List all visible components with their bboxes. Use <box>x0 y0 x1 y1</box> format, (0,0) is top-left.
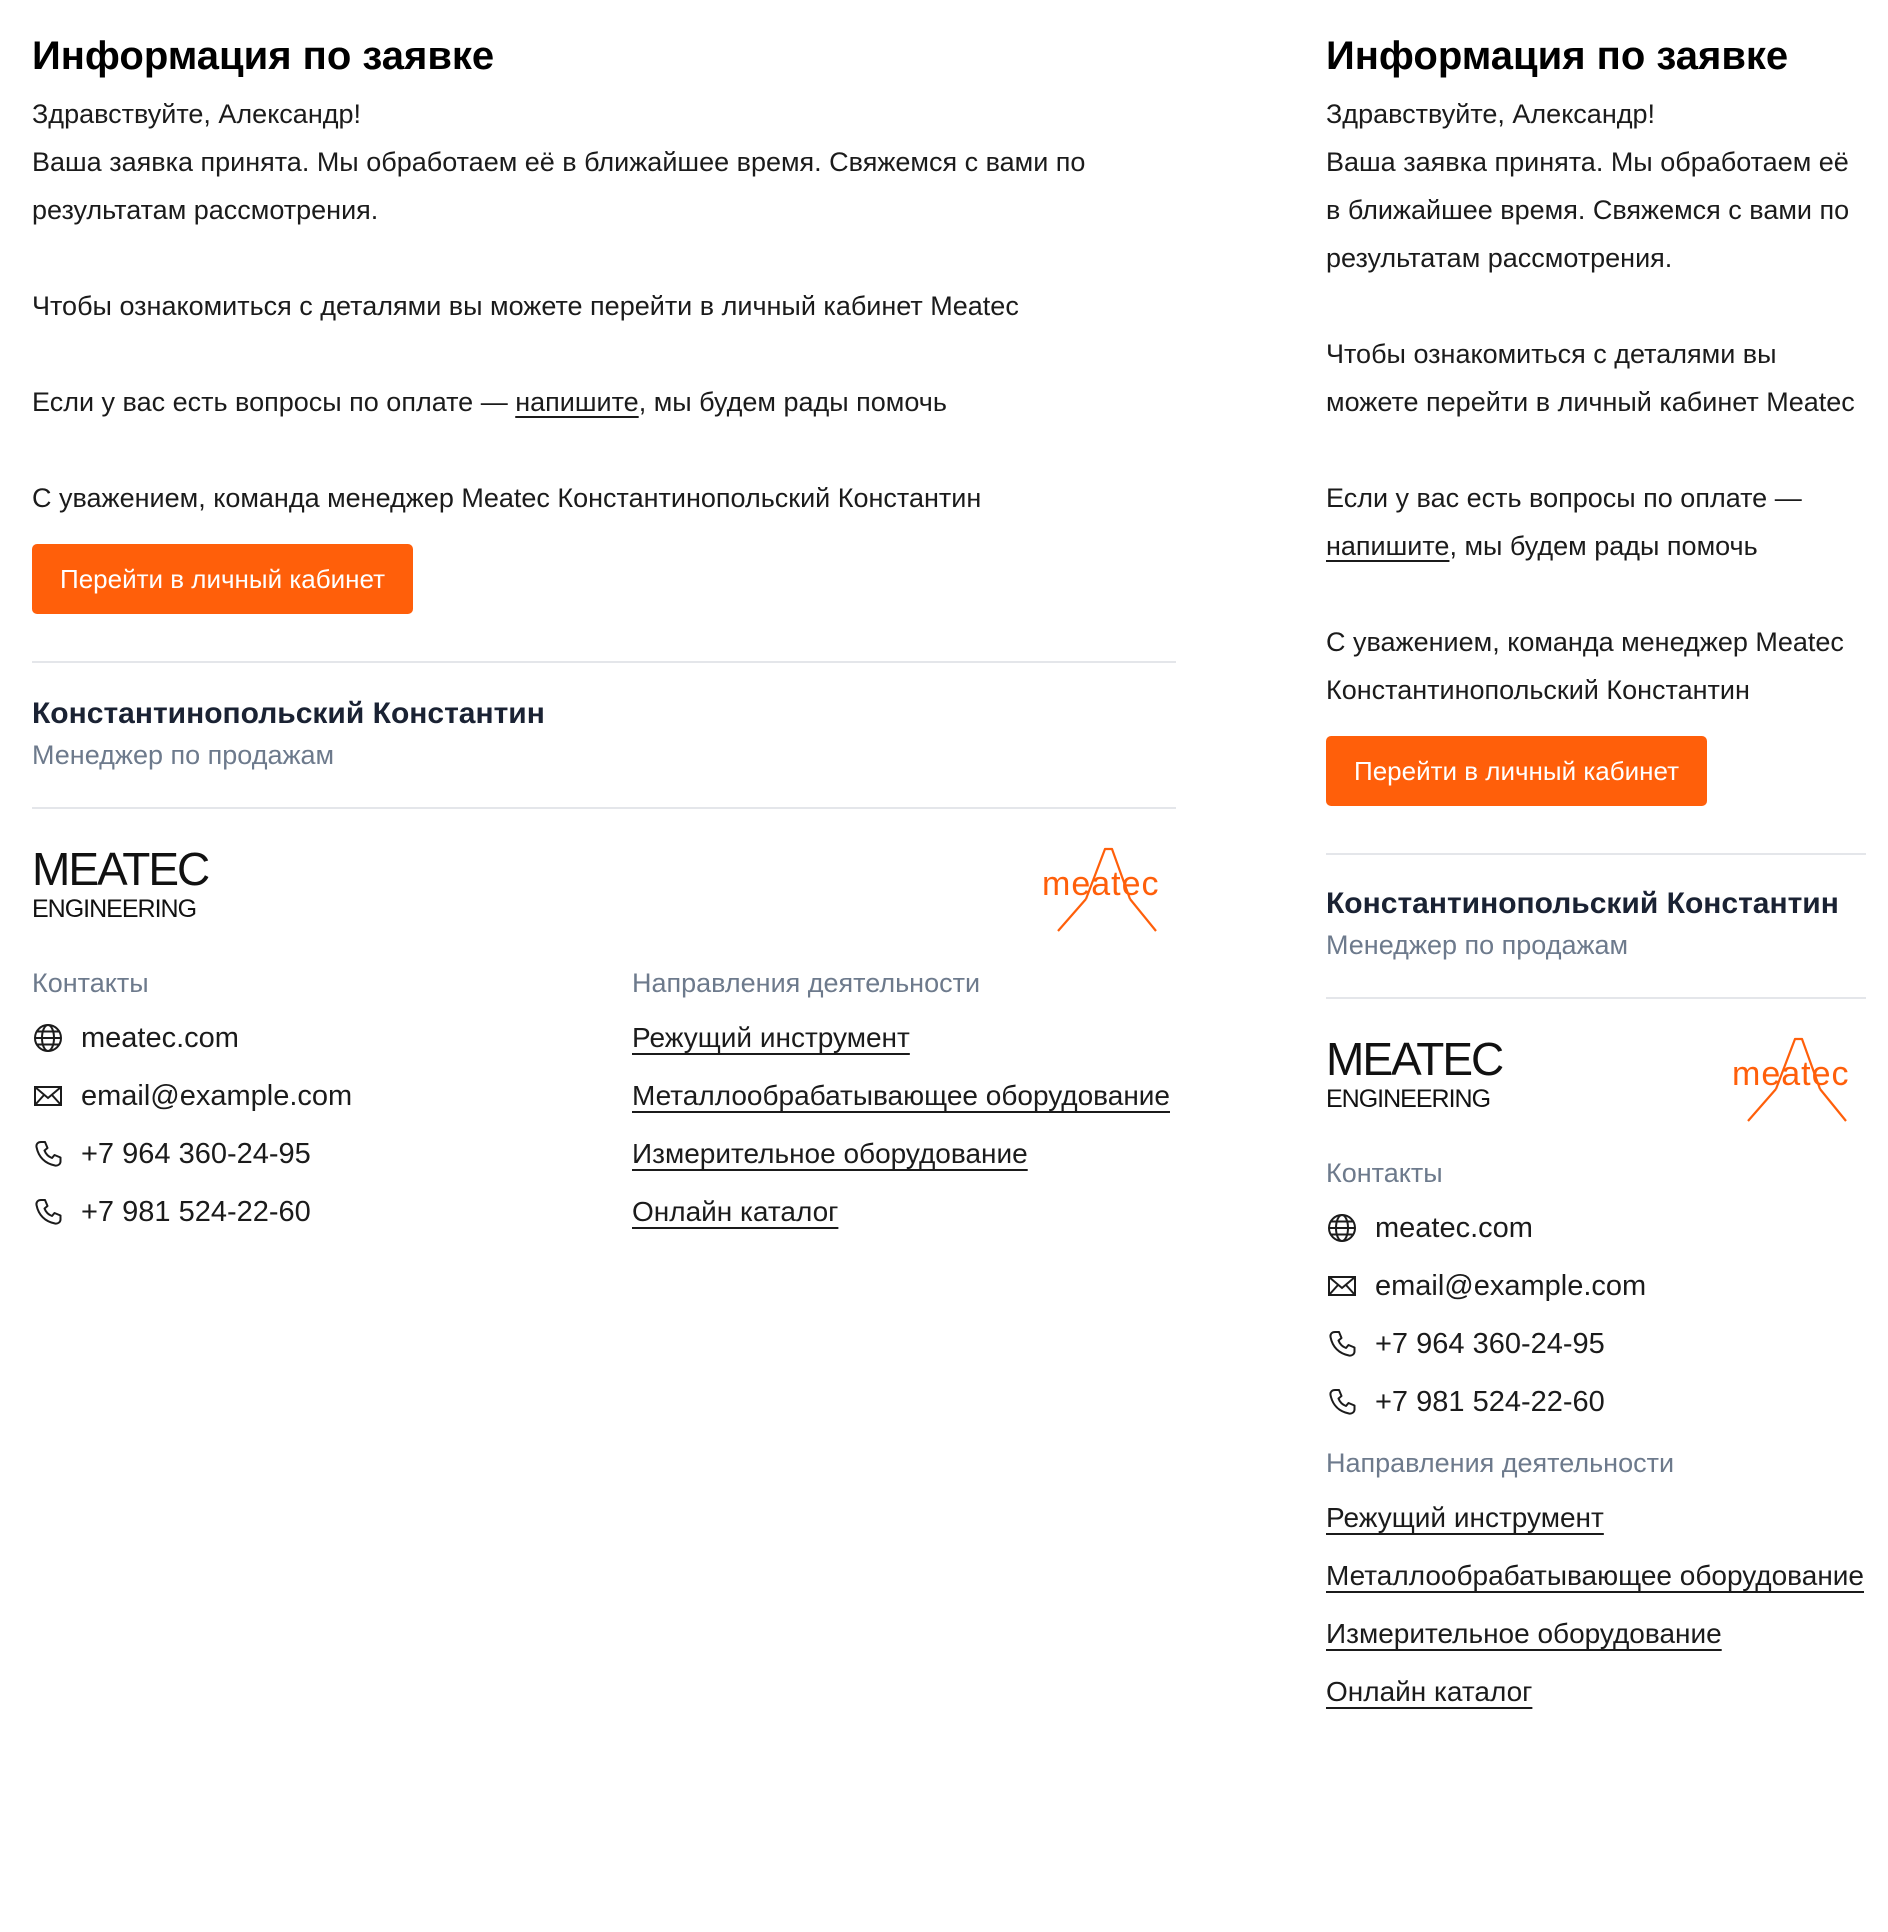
phone-icon <box>1326 1328 1358 1360</box>
contact-website-text: meatec.com <box>1375 1211 1533 1244</box>
go-to-account-button[interactable]: Перейти в личный кабинет <box>32 544 413 614</box>
brand-logo-line1: MEATEC <box>1326 1033 1503 1085</box>
manager-name: Константинопольский Константин <box>1326 887 1839 920</box>
write-us-link[interactable]: напишите <box>515 387 639 417</box>
divider <box>1326 997 1866 999</box>
contact-phone-2-text: +7 981 524-22-60 <box>1375 1385 1605 1418</box>
contact-phone-1[interactable] <box>1326 1315 1866 1373</box>
payment-text <box>1326 474 1866 570</box>
contact-website[interactable] <box>32 1009 632 1067</box>
brand-logo-line2: ENGINEERING <box>32 895 197 921</box>
page-title: Информация по заявке <box>1326 34 1789 78</box>
accepted-text: Ваша заявка принята. Мы обработаем её в ближайшее время. Свяжемся с вами по результатам рассмотрения. <box>32 147 1086 225</box>
meatec-logo-text: meatec <box>1042 865 1160 903</box>
go-to-account-button[interactable]: Перейти в личный кабинет <box>1326 736 1707 806</box>
direction-link-measuring[interactable]: Измерительное оборудование <box>1326 1618 1722 1649</box>
manager-role: Менеджер по продажам <box>32 740 335 770</box>
payment-text-after: , мы будем рады помочь <box>1449 531 1758 561</box>
meatec-engineering-logo <box>1326 1033 1522 1111</box>
envelope-icon <box>32 1080 64 1112</box>
direction-link-online-catalog[interactable]: Онлайн каталог <box>1326 1676 1533 1707</box>
greeting-text: Здравствуйте, Александр! <box>32 99 362 129</box>
divider <box>1326 853 1866 855</box>
meatec-logo <box>1042 843 1176 935</box>
email-mobile-preview <box>1326 0 1866 1721</box>
directions-section <box>632 965 1176 1241</box>
meatec-engineering-logo <box>32 843 228 921</box>
contact-phone-2[interactable] <box>1326 1373 1866 1431</box>
footer-columns <box>32 965 1176 1241</box>
envelope-icon <box>1326 1270 1358 1302</box>
manager-name: Константинопольский Константин <box>32 697 545 730</box>
contact-phone-2[interactable] <box>32 1183 632 1241</box>
direction-link-cutting-tools[interactable]: Режущий инструмент <box>1326 1502 1604 1533</box>
directions-title: Направления деятельности <box>1326 1448 1675 1478</box>
direction-link-cutting-tools[interactable]: Режущий инструмент <box>632 1022 910 1053</box>
email-body <box>1326 90 1866 714</box>
accepted-text: Ваша заявка принята. Мы обработаем её в ближайшее время. Свяжемся с вами по результатам рассмотрения. <box>1326 147 1850 273</box>
contact-phone-1-text: +7 964 360-24-95 <box>81 1137 311 1170</box>
globe-icon <box>32 1022 64 1054</box>
signoff-text: С уважением, команда менеджер Meatec Константинопольский Константин <box>1326 627 1844 705</box>
email-body <box>32 90 1176 522</box>
direction-link-metalworking[interactable]: Металлообрабатывающее оборудование <box>632 1080 1170 1111</box>
contact-email[interactable] <box>32 1067 632 1125</box>
globe-icon <box>1326 1212 1358 1244</box>
manager-block <box>1326 885 1866 963</box>
write-us-link[interactable]: напишите <box>1326 531 1450 561</box>
meatec-logo-text: meatec <box>1732 1055 1850 1093</box>
contact-website[interactable] <box>1326 1199 1866 1257</box>
contact-website-text: meatec.com <box>81 1021 239 1054</box>
phone-icon <box>1326 1386 1358 1418</box>
contact-phone-1[interactable] <box>32 1125 632 1183</box>
direction-link-measuring[interactable]: Измерительное оборудование <box>632 1138 1028 1169</box>
contact-email-text: email@example.com <box>81 1079 353 1112</box>
payment-text-before: Если у вас есть вопросы по оплате — <box>32 387 508 417</box>
phone-icon <box>32 1138 64 1170</box>
contact-email[interactable] <box>1326 1257 1866 1315</box>
payment-text-after: , мы будем рады помочь <box>638 387 947 417</box>
manager-block <box>32 695 1176 773</box>
payment-text <box>32 378 1176 426</box>
direction-link-metalworking[interactable]: Металлообрабатывающее оборудование <box>1326 1560 1864 1591</box>
contact-phone-2-text: +7 981 524-22-60 <box>81 1195 311 1228</box>
email-desktop-preview <box>32 0 1176 1241</box>
divider <box>32 661 1176 663</box>
contacts-section <box>32 965 632 1241</box>
brand-logo-line2: ENGINEERING <box>1326 1085 1491 1111</box>
meatec-logo <box>1732 1033 1866 1125</box>
contacts-title: Контакты <box>32 968 149 998</box>
payment-text-before: Если у вас есть вопросы по оплате — <box>1326 483 1802 513</box>
signoff-text: С уважением, команда менеджер Meatec Константинопольский Константин <box>32 483 982 513</box>
contact-email-text: email@example.com <box>1375 1269 1647 1302</box>
direction-link-online-catalog[interactable]: Онлайн каталог <box>632 1196 839 1227</box>
logo-row <box>32 843 1176 935</box>
details-text: Чтобы ознакомиться с деталями вы можете перейти в личный кабинет Meatec <box>32 291 1019 321</box>
page-title: Информация по заявке <box>32 34 495 78</box>
greeting-text: Здравствуйте, Александр! <box>1326 99 1656 129</box>
directions-section <box>1326 1445 1866 1721</box>
brand-logo-line1: MEATEC <box>32 843 209 895</box>
contact-phone-1-text: +7 964 360-24-95 <box>1375 1327 1605 1360</box>
contacts-title: Контакты <box>1326 1158 1443 1188</box>
phone-icon <box>32 1196 64 1228</box>
directions-title: Направления деятельности <box>632 968 981 998</box>
contacts-section <box>1326 1155 1866 1431</box>
details-text: Чтобы ознакомиться с деталями вы можете перейти в личный кабинет Meatec <box>1326 339 1855 417</box>
manager-role: Менеджер по продажам <box>1326 930 1629 960</box>
divider <box>32 807 1176 809</box>
logo-row <box>1326 1033 1866 1125</box>
